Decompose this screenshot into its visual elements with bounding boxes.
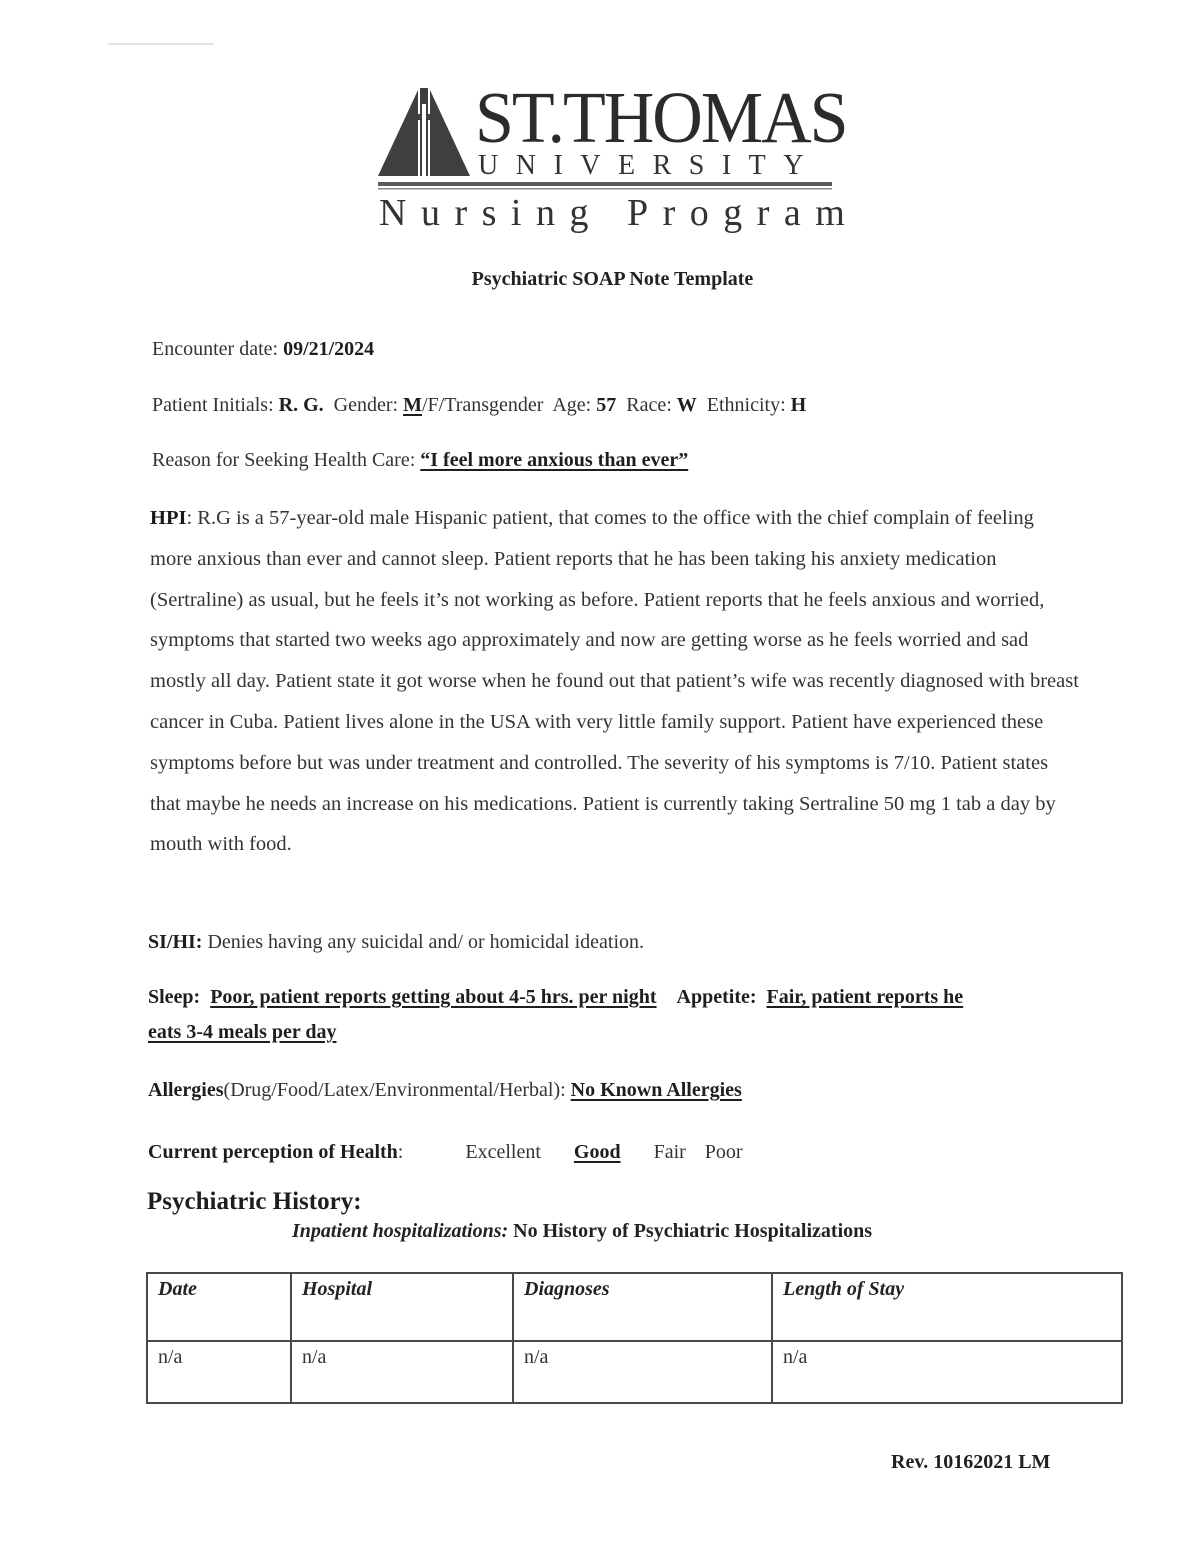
cell-date: n/a — [147, 1341, 291, 1403]
race-value: W — [676, 394, 697, 416]
sleep-appetite-line — [148, 985, 963, 1009]
patient-info-line — [152, 393, 806, 417]
health-perception-label: Current perception of Health — [148, 1141, 398, 1163]
psychiatric-history-heading: Psychiatric History: — [147, 1188, 362, 1215]
allergies-value: No Known Allergies — [570, 1079, 742, 1101]
health-option-fair: Fair — [653, 1141, 686, 1163]
si-hi-line — [148, 930, 644, 954]
inpatient-label: Inpatient hospitalizations: — [292, 1220, 509, 1242]
appetite-value: Fair, patient reports he — [766, 986, 964, 1008]
encounter-date-line — [152, 337, 374, 361]
inpatient-value: No History of Psychiatric Hospitalizations — [513, 1220, 873, 1242]
age-value: 57 — [596, 394, 617, 416]
cell-length-of-stay: n/a — [772, 1341, 1122, 1403]
reason-line — [152, 448, 688, 472]
si-hi-label: SI/HI: — [148, 931, 203, 953]
header-date: Date — [147, 1273, 291, 1341]
reason-label: Reason for Seeking Health Care: — [152, 449, 416, 471]
inpatient-line — [292, 1220, 872, 1243]
scan-artifact — [108, 43, 214, 45]
ethnicity-value: H — [790, 394, 807, 416]
race-label: Race: — [626, 394, 672, 416]
age-label: Age: — [552, 394, 592, 416]
hpi-text: : R.G is a 57-year-old male Hispanic patient, that comes to the office with the chief complain of feeling more anxious than ever and cannot sleep. Patient reports that he has been taking his anxiety medication (Sertraline) as usual, but he feels it’s not working as before. Patient reports that he feels anxious and worried, symptoms that started two weeks ago approximately and now are getting worse as he feels worried and sad mostly all day. Patient state it got worse when he found out that patient’s wife was recently diagnosed with breast cancer in Cuba. Patient lives alone in the USA with very little family support. Patient have experienced these symptoms before but was under treatment and controlled. The severity of his symptoms is 7/10. Patient states that maybe he needs an increase on his medications. Patient is currently taking Sertraline 50 mg 1 tab a day by mouth with food. — [150, 507, 1079, 856]
header-hospital: Hospital — [291, 1273, 513, 1341]
hospitalization-table — [146, 1272, 1123, 1404]
logo-program-name: Nursing Program — [379, 192, 860, 234]
health-perception-line — [148, 1140, 743, 1164]
document-title: Psychiatric SOAP Note Template — [471, 268, 754, 290]
health-option-poor: Poor — [704, 1141, 743, 1163]
university-logo — [378, 77, 860, 236]
revision-footer: Rev. 10162021 LM — [891, 1451, 1051, 1473]
encounter-date-label: Encounter date: — [152, 338, 279, 360]
health-option-good: Good — [573, 1141, 621, 1163]
logo-university-name: ST.THOMAS — [475, 77, 847, 159]
header-length-of-stay: Length of Stay — [772, 1273, 1122, 1341]
logo-university-word: UNIVERSITY — [478, 150, 821, 181]
appetite-value-continued: eats 3-4 meals per day — [148, 1021, 337, 1043]
table-row — [147, 1341, 1122, 1403]
sleep-value: Poor, patient reports getting about 4-5 hrs. per night — [210, 986, 657, 1008]
gender-label: Gender: — [333, 394, 399, 416]
initials-value: R. G. — [278, 394, 324, 416]
table-header-row — [147, 1273, 1122, 1341]
appetite-label: Appetite: — [676, 986, 757, 1008]
allergies-categories: (Drug/Food/Latex/Environmental/Herbal): — [223, 1079, 566, 1101]
hpi-paragraph — [150, 498, 1080, 865]
ethnicity-label: Ethnicity: — [706, 394, 786, 416]
header-diagnoses: Diagnoses — [513, 1273, 772, 1341]
gender-selected: M — [403, 394, 422, 416]
health-perception-colon: : — [397, 1141, 404, 1163]
cell-diagnoses: n/a — [513, 1341, 772, 1403]
allergies-label: Allergies — [148, 1079, 224, 1101]
cell-hospital: n/a — [291, 1341, 513, 1403]
appetite-continuation-line — [148, 1020, 337, 1044]
initials-label: Patient Initials: — [152, 394, 274, 416]
reason-value: “I feel more anxious than ever” — [420, 449, 689, 471]
allergies-line — [148, 1078, 742, 1102]
health-option-excellent: Excellent — [465, 1141, 541, 1163]
hpi-label: HPI — [150, 507, 187, 529]
encounter-date-value: 09/21/2024 — [283, 338, 375, 360]
gender-options: /F/Transgender — [421, 394, 544, 416]
sleep-label: Sleep: — [148, 986, 201, 1008]
si-hi-value: Denies having any suicidal and/ or homicidal ideation. — [207, 931, 645, 953]
